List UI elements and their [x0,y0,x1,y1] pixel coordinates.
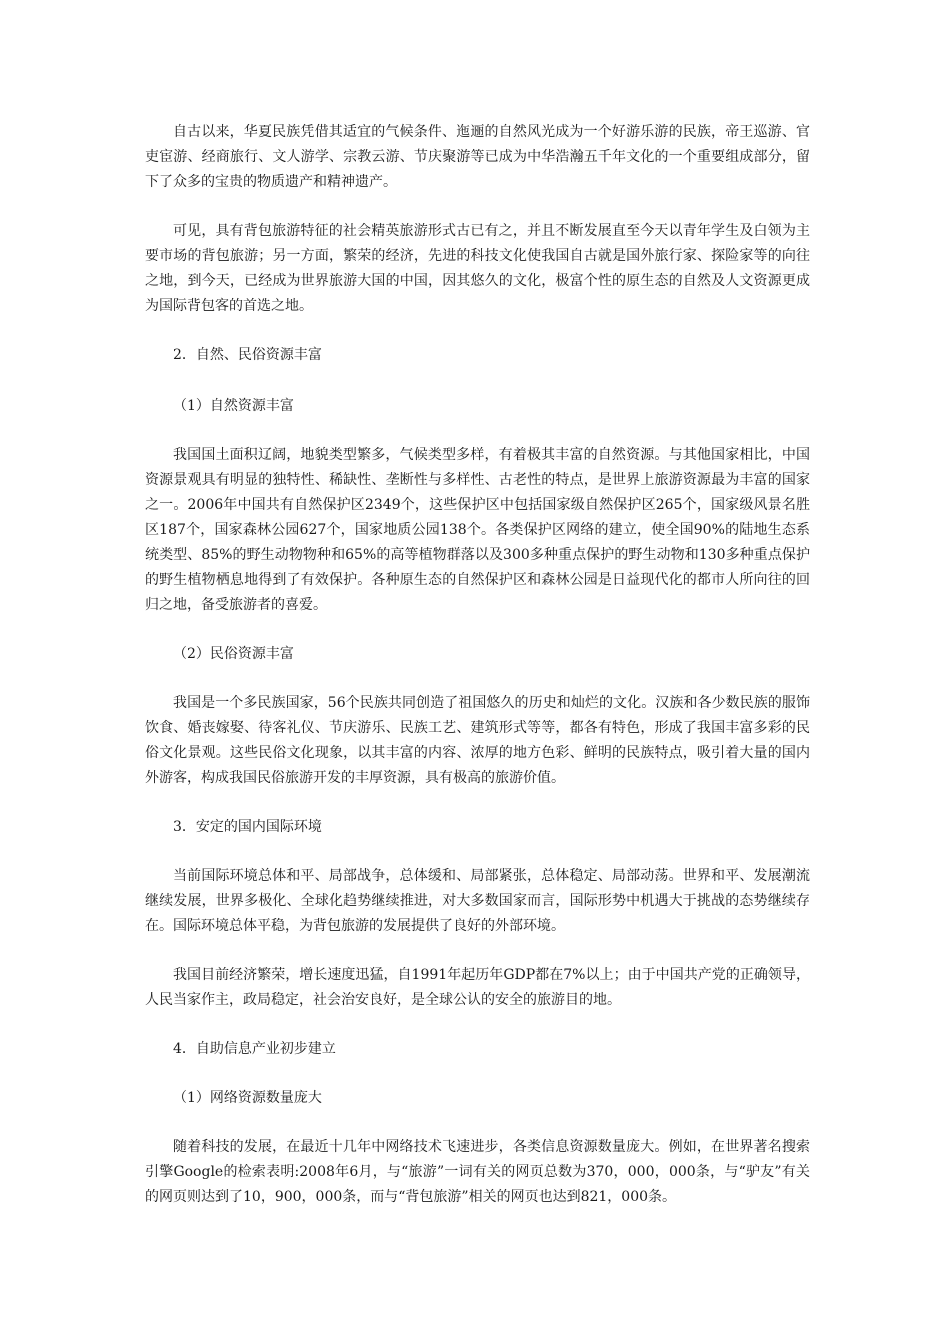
paragraph-backpacking: 可见，具有背包旅游特征的社会精英旅游形式古已有之，并且不断发展直至今天以青年学生及白领为主要市场的背包旅游；另一方面，繁荣的经济，先进的科技文化使我国自古就是国外旅行家、探险家等的向往之地，到今天，已经成为世界旅游大国的中国，因其悠久的文化，极富个性的原生态的自然及人文资源更成为国际背包客的首选之地。 [145,223,810,314]
paragraph-international: 当前国际环境总体和平、局部战争，总体缓和、局部紧张，总体稳定、局部动荡。世界和平、发展潮流继续发展，世界多极化、全球化趋势继续推进，对大多数国家而言，国际形势中机遇大于挑战的态势继续存在。国际环境总体平稳，为背包旅游的发展提供了良好的外部环境。 [145,868,810,934]
paragraph-folk-resources: 我国是一个多民族国家，56个民族共同创造了祖国悠久的历史和灿烂的文化。汉族和各少数民族的服饰饮食、婚丧嫁娶、待客礼仪、节庆游乐、民族工艺、建筑形式等等，都各有特色，形成了我国丰富多彩的民俗文化景观。这些民俗文化现象，以其丰富的内容、浓厚的地方色彩、鲜明的民族特点，吸引着大量的国内外游客，构成我国民俗旅游开发的丰厚资源，具有极高的旅游价值。 [145,695,810,786]
subsection-heading-natural: （1）自然资源丰富 [173,398,294,414]
section-heading-3: 3．安定的国内国际环境 [173,819,322,835]
subsection-heading-folk: （2）民俗资源丰富 [173,646,294,662]
subsection-heading-network: （1）网络资源数量庞大 [173,1090,322,1106]
document-body [145,120,810,1210]
paragraph-network: 随着科技的发展，在最近十几年中网络技术飞速进步，各类信息资源数量庞大。例如，在世界著名搜索引擎Google的检索表明:2008年6月，与“旅游”一词有关的网页总数为370，000，000条，与“驴友”有关的网页则达到了10，900，000条，而与“背包旅游”相关的网页也达到821，000条。 [145,1139,810,1205]
section-heading-2: 2．自然、民俗资源丰富 [173,347,322,363]
section-heading-4: 4．自助信息产业初步建立 [173,1041,336,1057]
paragraph-natural-resources: 我国国土面积辽阔，地貌类型繁多，气候类型多样，有着极其丰富的自然资源。与其他国家相比，中国资源景观具有明显的独特性、稀缺性、垄断性与多样性、古老性的特点，是世界上旅游资源最为丰富的国家之一。2006年中国共有自然保护区2349个，这些保护区中包括国家级自然保护区265个，国家级风景名胜区187个，国家森林公园627个，国家地质公园138个。各类保护区网络的建立，使全国90%的陆地生态系统类型、85%的野生动物物种和65%的高等植物群落以及300多种重点保护的野生动物和130多种重点保护的野生植物栖息地得到了有效保护。各种原生态的自然保护区和森林公园是日益现代化的都市人所向往的回归之地，备受旅游者的喜爱。 [145,447,810,613]
paragraph-domestic: 我国目前经济繁荣，增长速度迅猛，自1991年起历年GDP都在7%以上；由于中国共产党的正确领导，人民当家作主，政局稳定，社会治安良好，是全球公认的安全的旅游目的地。 [145,967,810,1008]
paragraph-history: 自古以来，华夏民族凭借其适宜的气候条件、迤逦的自然风光成为一个好游乐游的民族，帝王巡游、官吏宦游、经商旅行、文人游学、宗教云游、节庆聚游等已成为中华浩瀚五千年文化的一个重要组成部分，留下了众多的宝贵的物质遗产和精神遗产。 [145,124,810,190]
